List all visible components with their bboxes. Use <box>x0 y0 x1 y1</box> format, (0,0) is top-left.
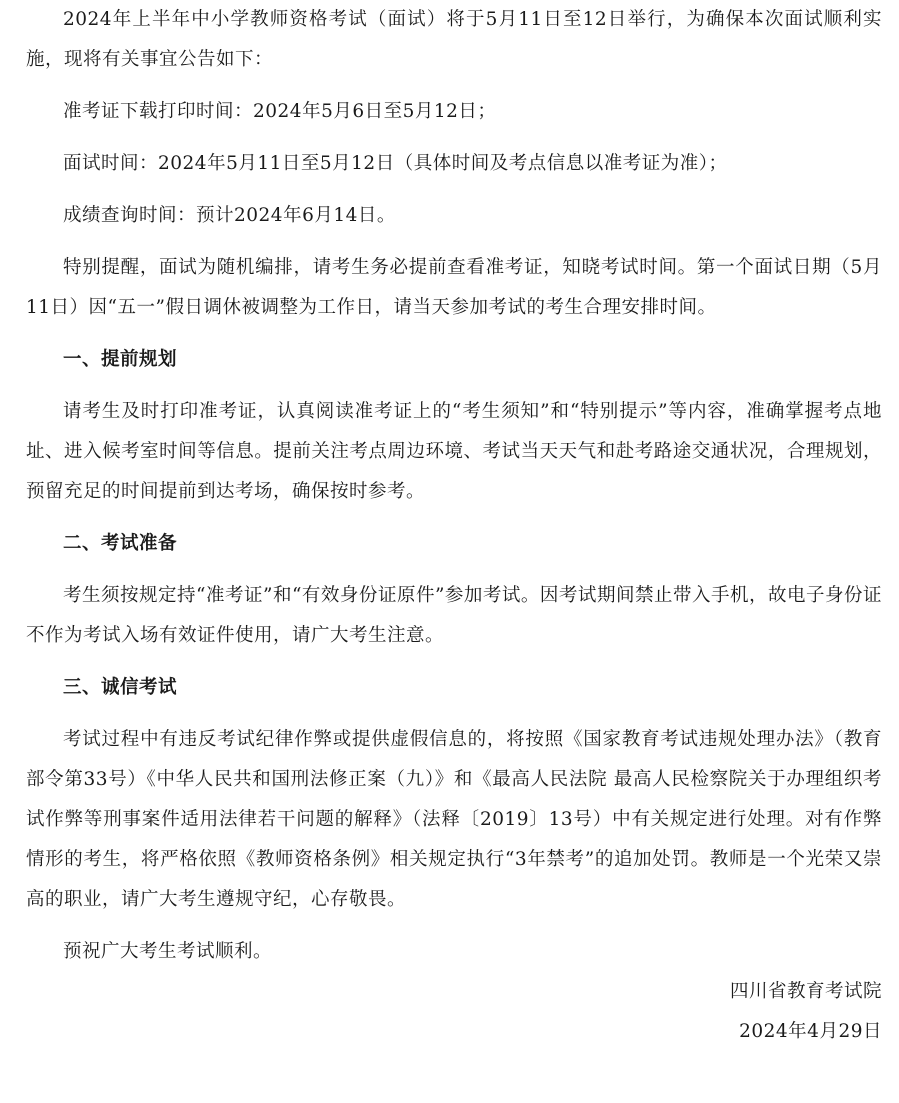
section-heading-integrity: 三、诚信考试 <box>63 677 178 698</box>
issue-date: 2024年4月29日 <box>739 1021 882 1042</box>
issuer-signature: 四川省教育考试院 <box>729 981 882 1002</box>
section-heading-preparation: 二、考试准备 <box>63 533 178 554</box>
interview-time-paragraph: 面试时间：2024年5月11日至5月12日（具体时间及考点信息以准考证为准）； <box>63 153 728 174</box>
announcement-document <box>26 0 882 1052</box>
section-body-preparation: 考生须按规定持“准考证”和“有效身份证原件”参加考试。因考试期间禁止带入手机，故电子身份证不作为考试入场有效证件使用，请广大考生注意。 <box>26 585 882 646</box>
intro-paragraph: 2024年上半年中小学教师资格考试（面试）将于5月11日至12日举行，为确保本次面试顺利实施，现将有关事宜公告如下： <box>26 9 882 70</box>
admission-ticket-paragraph: 准考证下载打印时间：2024年5月6日至5月12日； <box>63 101 497 122</box>
section-heading-planning: 一、提前规划 <box>63 349 178 370</box>
score-query-paragraph: 成绩查询时间：预计2024年6月14日。 <box>63 205 396 226</box>
reminder-paragraph: 特别提醒，面试为随机编排，请考生务必提前查看准考证，知晓考试时间。第一个面试日期（5月11日）因“五一”假日调休被调整为工作日，请当天参加考试的考生合理安排时间。 <box>26 257 882 318</box>
section-body-integrity: 考试过程中有违反考试纪律作弊或提供虚假信息的，将按照《国家教育考试违规处理办法》（教育部令第33号）《中华人民共和国刑法修正案（九）》和《最高人民法院 最高人民检察院关于办理组织考试作弊等刑事案件适用法律若干问题的解释》（法释〔2019〕13号）中有关规定进行处理。对有作弊情形的考生，将严格依照《教师资格条例》相关规定执行“3年禁考”的追加处罚。教师是一个光荣又崇高的职业，请广大考生遵规守纪，心存敬畏。 <box>26 729 882 910</box>
section-body-planning: 请考生及时打印准考证，认真阅读准考证上的“考生须知”和“特别提示”等内容，准确掌握考点地址、进入候考室时间等信息。提前关注考点周边环境、考试当天天气和赴考路途交通状况，合理规划，预留充足的时间提前到达考场，确保按时参考。 <box>26 401 882 502</box>
closing-paragraph: 预祝广大考生考试顺利。 <box>63 941 273 962</box>
